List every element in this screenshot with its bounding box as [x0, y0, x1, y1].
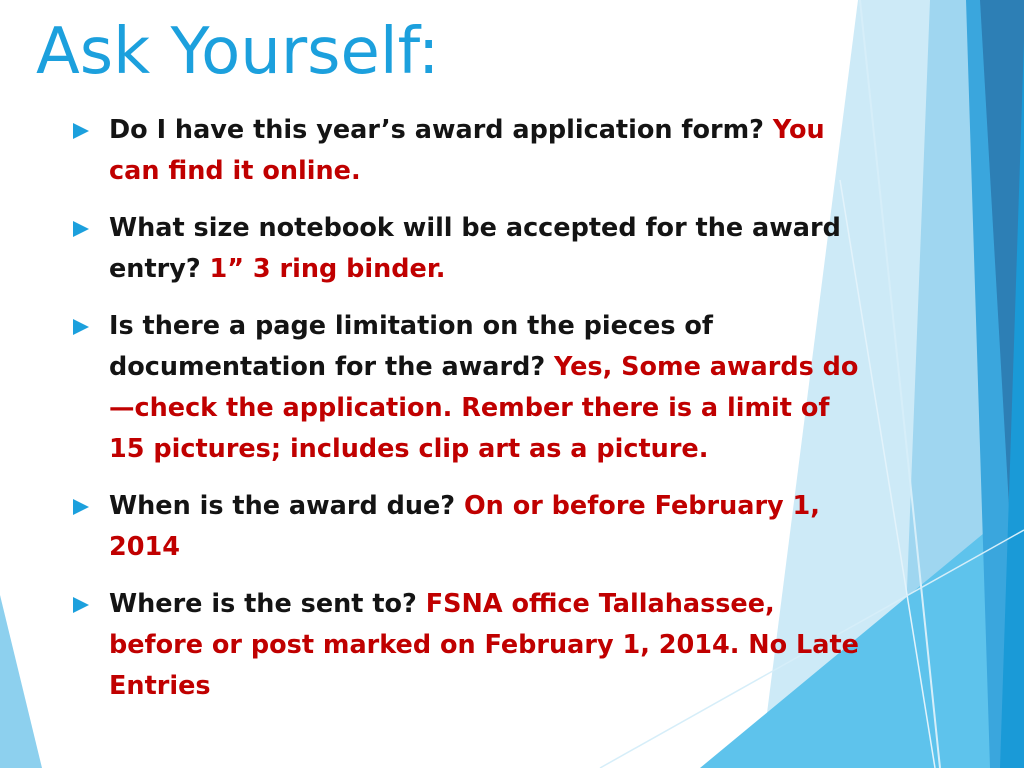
bullet-item-1 [72, 110, 862, 192]
answer-text: You can find it online. [109, 115, 825, 186]
answer-text: On or before February 1, 2014 [109, 491, 820, 562]
bullet-list [72, 110, 862, 723]
question-text: Is there a page limitation on the pieces of documentation for the award? [109, 311, 714, 382]
deco-shape-left-corner [0, 595, 42, 768]
bullet-item-4 [72, 486, 862, 568]
bullet-item-5 [72, 584, 862, 707]
question-text: What size notebook will be accepted for the award entry? [109, 213, 841, 284]
slide-title: Ask Yourself: [36, 15, 440, 89]
bullet-item-2 [72, 208, 862, 290]
question-text: Where is the sent to? [109, 589, 426, 619]
answer-text: 1” 3 ring binder. [209, 254, 446, 284]
triangle-bullet-icon [73, 319, 89, 335]
question-text: Do I have this year’s award application form? [109, 115, 773, 145]
bullet-item-3 [72, 306, 862, 470]
triangle-bullet-icon [73, 123, 89, 139]
triangle-bullet-icon [73, 597, 89, 613]
triangle-bullet-icon [73, 499, 89, 515]
triangle-bullet-icon [73, 221, 89, 237]
answer-text: Yes, Some awards do—check the application. Rember there is a limit of 15 pictures; includes clip art as a picture. [109, 352, 859, 464]
question-text: When is the award due? [109, 491, 464, 521]
answer-text: FSNA office Tallahassee, before or post marked on February 1, 2014. No Late Entries [109, 589, 859, 701]
